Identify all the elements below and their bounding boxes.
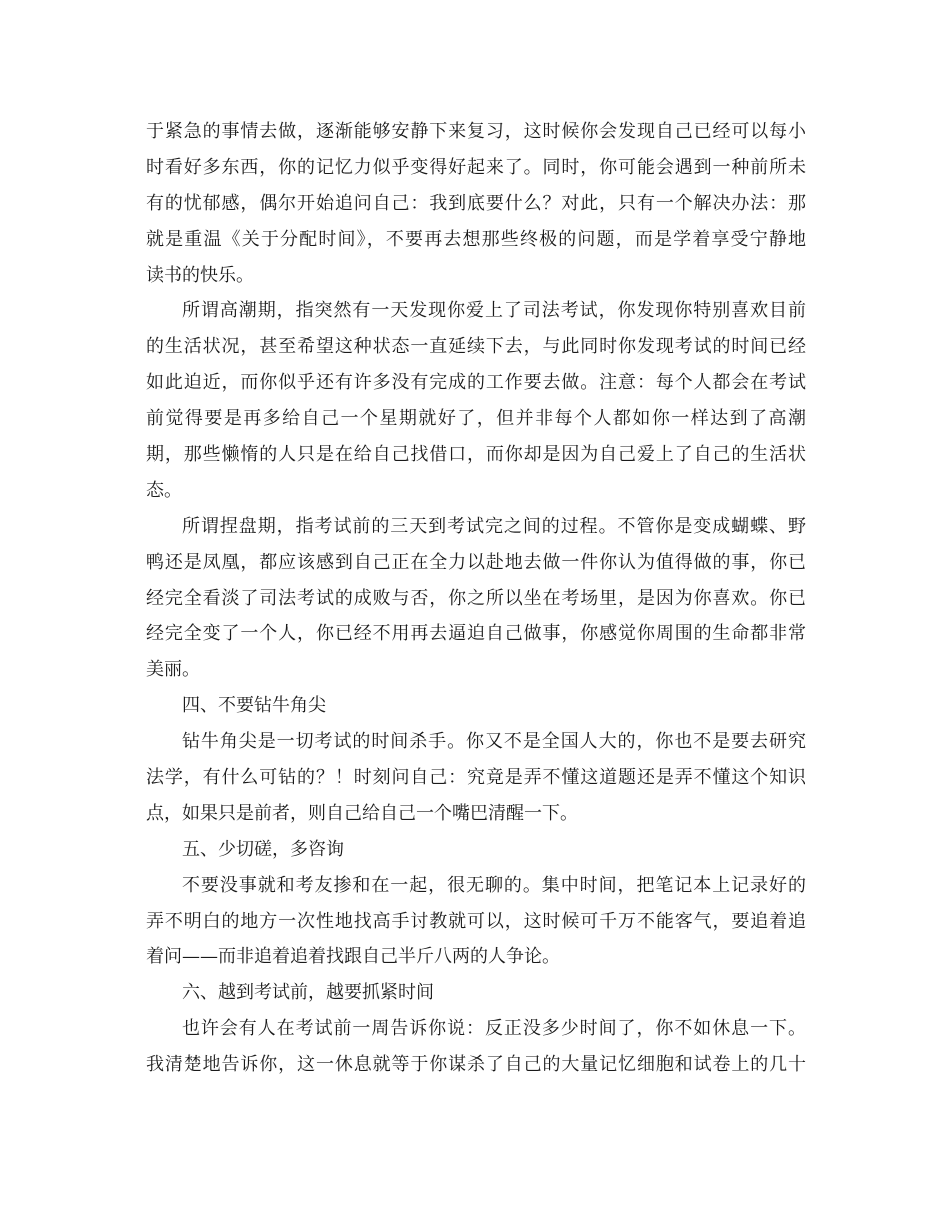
paragraph-line: 时看好多东西，你的记忆力似乎变得好起来了。同时，你可能会遇到一种前所未 [146, 156, 806, 178]
paragraph-first-line: 所谓捏盘期，指考试前的三天到考试完之间的过程。不管你是变成蝴蝶、野 [182, 515, 806, 537]
paragraph-line: 的生活状况，甚至希望这种状态一直延续下去，与此同时你发现考试的时间已经 [146, 336, 806, 358]
paragraph-line: 鸭还是凤凰，都应该感到自己正在全力以赴地去做一件你认为值得做的事，你已 [146, 551, 806, 573]
paragraph-line: 经完全看淡了司法考试的成败与否，你之所以坐在考场里，是因为你喜欢。你已 [146, 587, 806, 609]
paragraph-line: 前觉得要是再多给自己一个星期就好了，但并非每个人都如你一样达到了高潮 [146, 408, 806, 430]
paragraph-last-line: 态。 [146, 479, 182, 501]
section-heading: 五、少切磋，多咨询 [182, 838, 344, 860]
paragraph-line: 法学，有什么可钻的？！时刻问自己：究竟是弄不懂这道题还是弄不懂这个知识 [146, 767, 806, 789]
paragraph-line: 如此迫近，而你似乎还有许多没有完成的工作要去做。注意：每个人都会在考试 [146, 372, 806, 394]
paragraph-line: 弄不明白的地方一次性地找高手讨教就可以，这时候可千万不能客气，要追着追 [146, 910, 806, 932]
section-heading: 六、越到考试前，越要抓紧时间 [182, 982, 434, 1004]
paragraph-line: 于紧急的事情去做，逐渐能够安静下来复习，这时候你会发现自己已经可以每小 [146, 121, 806, 142]
paragraph-line: 就是重温《关于分配时间》，不要再去想那些终极的问题，而是学着享受宁静地 [146, 228, 806, 250]
section-heading: 四、不要钻牛角尖 [182, 695, 326, 717]
paragraph-first-line: 钻牛角尖是一切考试的时间杀手。你又不是全国人大的，你也不是要去研究 [182, 731, 806, 753]
paragraph-last-line: 着问——而非追着追着找跟自己半斤八两的人争论。 [146, 946, 560, 968]
paragraph-last-line: 美丽。 [146, 659, 200, 681]
paragraph-line: 我清楚地告诉你，这一休息就等于你谋杀了自己的大量记忆细胞和试卷上的几十 [146, 1054, 806, 1076]
paragraph-line: 有的忧郁感，偶尔开始追问自己：我到底要什么？对此，只有一个解决办法：那 [146, 192, 806, 214]
paragraph-first-line: 也许会有人在考试前一周告诉你说：反正没多少时间了，你不如休息一下。 [182, 1018, 806, 1040]
paragraph-line: 经完全变了一个人，你已经不用再去逼迫自己做事，你感觉你周围的生命都非常 [146, 623, 806, 645]
paragraph-last-line: 读书的快乐。 [146, 264, 254, 286]
paragraph-last-line: 点，如果只是前者，则自己给自己一个嘴巴清醒一下。 [146, 802, 578, 824]
paragraph-first-line: 不要没事就和考友掺和在一起，很无聊的。集中时间，把笔记本上记录好的 [182, 874, 806, 896]
paragraph-line: 期，那些懒惰的人只是在给自己找借口，而你却是因为自己爱上了自己的生活状 [146, 444, 806, 466]
paragraph-first-line: 所谓高潮期，指突然有一天发现你爱上了司法考试，你发现你特别喜欢目前 [182, 300, 806, 322]
document-text-body [146, 114, 806, 1083]
